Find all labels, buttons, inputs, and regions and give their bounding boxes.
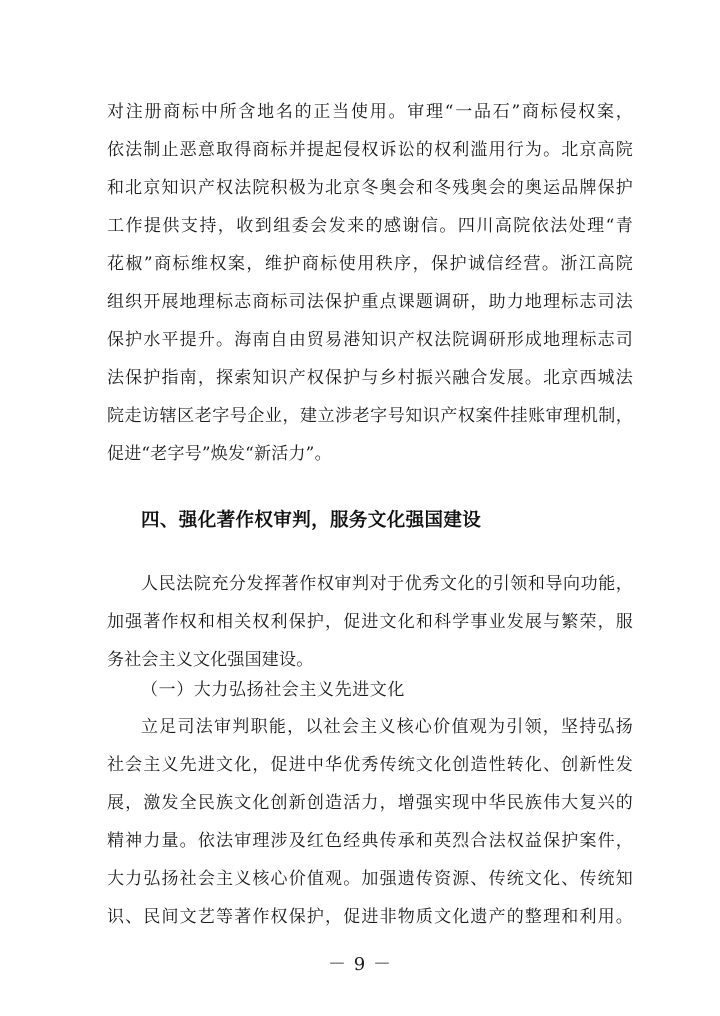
section-heading: 四、强化著作权审判，服务文化强国建设	[141, 510, 482, 531]
paragraph-1-line-6: 组织开展地理标志商标司法保护重点课题调研，助力地理标志司法	[107, 292, 633, 312]
paragraph-3-line-5: 大力弘扬社会主义核心价值观。加强遗传资源、传统文化、传统知	[107, 869, 633, 889]
page-number: － 9 －	[328, 954, 392, 975]
paragraph-1-line-3: 和北京知识产权法院积极为北京冬奥会和冬残奥会的奥运品牌保护	[107, 178, 633, 198]
paragraph-2-line-2: 加强著作权和相关权利保护，促进文化和科学事业发展与繁荣，服	[107, 612, 633, 632]
paragraph-1-line-10: 促进“老字号”焕发“新活力”。	[107, 444, 332, 464]
paragraph-3-line-4: 精神力量。依法审理涉及红色经典传承和英烈合法权益保护案件，	[107, 831, 633, 851]
paragraph-3-line-6: 识、民间文艺等著作权保护，促进非物质文化遗产的整理和利用。	[107, 907, 633, 927]
paragraph-2-line-3: 务社会主义文化强国建设。	[107, 650, 314, 670]
paragraph-1-line-1: 对注册商标中所含地名的正当使用。审理“一品石”商标侵权案，	[107, 102, 633, 122]
paragraph-3-line-3: 展，激发全民族文化创新创造活力，增强实现中华民族伟大复兴的	[107, 793, 633, 813]
paragraph-1-line-7: 保护水平提升。海南自由贸易港知识产权法院调研形成地理标志司	[107, 330, 633, 350]
paragraph-1-line-8: 法保护指南，探索知识产权保护与乡村振兴融合发展。北京西城法	[107, 368, 633, 388]
paragraph-3-line-1: 立足司法审判职能，以社会主义核心价值观为引领，坚持弘扬	[141, 717, 633, 737]
paragraph-1-line-4: 工作提供支持，收到组委会发来的感谢信。四川高院依法处理“青	[107, 216, 633, 236]
paragraph-1-line-9: 院走访辖区老字号企业，建立涉老字号知识产权案件挂账审理机制，	[107, 406, 633, 426]
paragraph-3-line-2: 社会主义先进文化，促进中华优秀传统文化创造性转化、创新性发	[107, 755, 633, 775]
paragraph-1-line-5: 花椒”商标维权案，维护商标使用秩序，保护诚信经营。浙江高院	[107, 254, 633, 274]
paragraph-1-line-2: 依法制止恶意取得商标并提起侵权诉讼的权利滥用行为。北京高院	[107, 140, 633, 160]
paragraph-2-line-1: 人民法院充分发挥著作权审判对于优秀文化的引领和导向功能，	[141, 574, 633, 594]
subheading: （一）大力弘扬社会主义先进文化	[141, 680, 405, 700]
